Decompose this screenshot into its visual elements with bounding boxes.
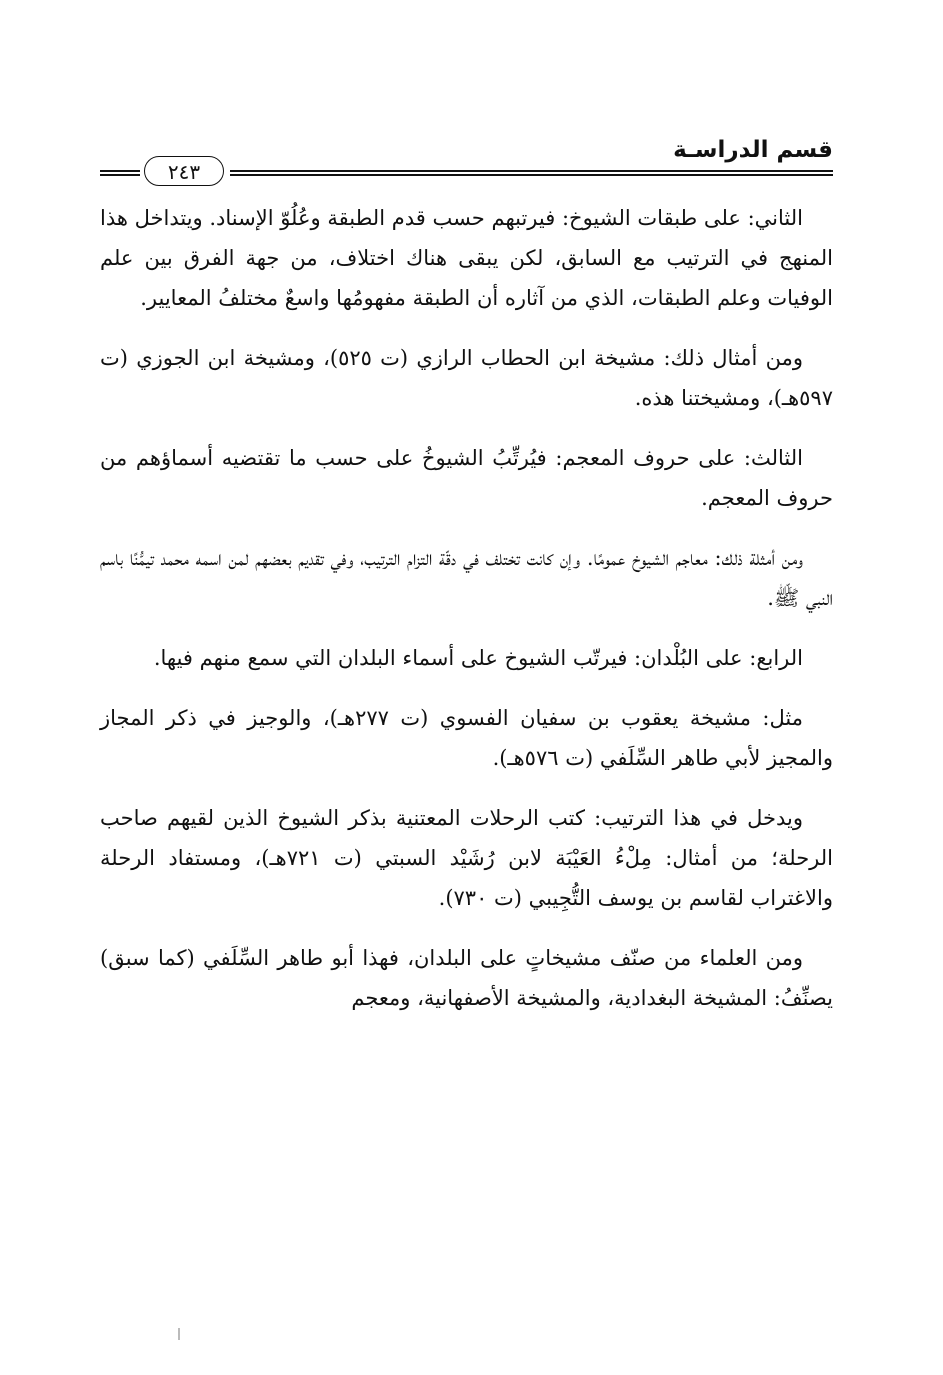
header-rule-short [100,170,140,176]
page-number: ٢٤٣ [144,156,224,186]
paragraph: الثاني: على طبقات الشيوخ: فيرتبهم حسب قدم الطبقة وعُلُوّ الإسناد. ويتداخل هذا المنهج في الترتيب مع السابق، لكن يبقى هناك اختلاف، من جهة الفرق بين علم الوفيات وعلم الطبقات، الذي من آثاره أن الطبقة مفهومُها واسعٌ مختلفُ المعايير. [100,206,833,310]
body-text [100,198,833,1038]
page-header [100,132,833,182]
paragraph: الثالث: على حروف المعجم: فيُرتِّبُ الشيوخُ على حسب ما تقتضيه أسماؤهم من حروف المعجم. [100,446,833,510]
running-header-title: قسم الدراسـة [673,137,833,163]
paragraph: الرابع: على البُلْدان: فيرتّب الشيوخ على أسماء البلدان التي سمع منهم فيها. [153,646,803,670]
paragraph: ومن العلماء من صنّف مشيخاتٍ على البلدان، فهذا أبو طاهر السِّلَفي (كما سبق) يصنِّفُ: المشيخة البغدادية، والمشيخة الأصفهانية، ومعجم [100,946,833,1010]
paragraph: مثل: مشيخة يعقوب بن سفيان الفسوي (ت ٢٧٧هـ)، والوجيز في ذكر المجاز والمجيز لأبي طاهر السِّلَفي (ت ٥٧٦هـ). [100,706,833,770]
scan-mark [178,1328,180,1340]
header-rule [230,170,833,176]
paragraph: ومن أمثلة ذلك: معاجم الشيوخ عمومًا. وإن كانت تختلف في دقّة التزام الترتيب، وفي تقديم بعضهم لمن اسمه محمد تيمُّنًا باسم النبي ﷺ. [100,546,833,610]
paragraph: ويدخل في هذا الترتيب: كتب الرحلات المعتنية بذكر الشيوخ الذين لقيهم صاحب الرحلة؛ من أمثال: مِلْءُ العَيْبَة لابن رُشَيْد السبتي (ت ٧٢١هـ)، ومستفاد الرحلة والاغتراب لقاسم بن يوسف التُّجِيبي (ت ٧٣٠). [100,806,833,910]
paragraph: ومن أمثال ذلك: مشيخة ابن الحطاب الرازي (ت ٥٢٥)، ومشيخة ابن الجوزي (ت ٥٩٧هـ)، ومشيختنا هذه. [100,346,833,410]
